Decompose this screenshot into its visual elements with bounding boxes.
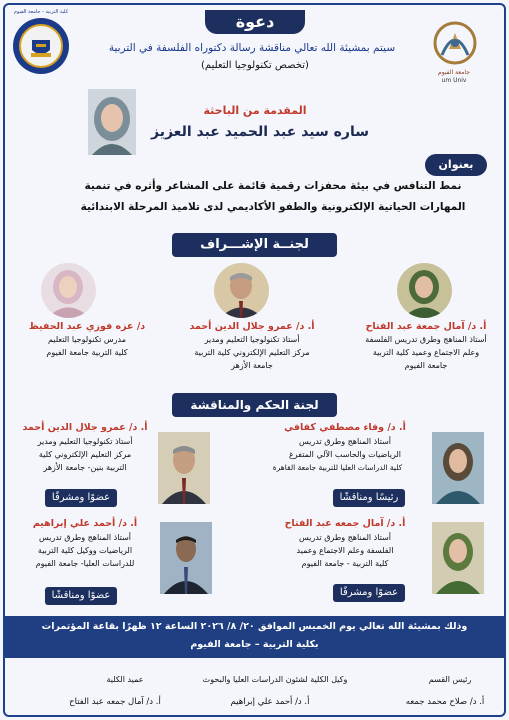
examiner3-desc1: أستاذ المناهج وطرق تدريس <box>298 533 392 542</box>
title-banner: بعنوان <box>425 154 487 176</box>
examiner3-name: أ. د/ آمال جمعه عبد الفتاح <box>284 518 406 529</box>
supervision-heading: لجنــة الإشـــراف <box>172 233 337 257</box>
faculty-logo <box>12 17 70 75</box>
examiner2-name: أ. د/ عمرو جلال الدين أحمد <box>22 422 148 433</box>
examiner1-desc3: كلية الدراسات العليا للتربية جامعة القاهرة <box>272 463 403 472</box>
examiner2-desc3: التربية بنين- جامعة الأزهر <box>43 463 127 472</box>
examiner2-desc2: مركز التعليم الإلكتروني كلية <box>38 450 132 459</box>
supervisor3-photo <box>41 263 96 318</box>
footer-place-line: بكلية التربية – جامعة الفيوم <box>190 639 319 650</box>
researcher-name: ساره سيد عبد الحميد عبد العزيز <box>151 124 369 140</box>
signature1-name: أ. د/ صلاح محمد جمعه <box>405 697 485 707</box>
thesis-title-line1: نمط التنافس في بيئة محفزات رقمية قائمة على المشاعر وأثره في تنمية <box>84 180 462 192</box>
examiner2-role: عضوًا ومشرفًا <box>45 489 117 507</box>
supervisor1-desc2: وعلم الاجتماع وعميد كلية التربية <box>372 348 480 357</box>
examiner3-photo <box>432 522 484 594</box>
examiner1-role: رئيسًا ومناقشًا <box>333 489 405 507</box>
examiner4-desc3: للدراسات العليا- جامعة الفيوم <box>35 559 135 568</box>
signature1-title: رئيس القسم <box>428 675 472 684</box>
supervisor2-photo <box>214 263 269 318</box>
supervisor1-photo <box>397 263 452 318</box>
examiner1-name: أ. د/ وفاء مصطفي كفافي <box>284 422 406 433</box>
researcher-label: المقدمة من الباحثة <box>203 104 307 117</box>
right-logo-caption: جامعة الفيوم <box>438 69 470 76</box>
university-logo <box>425 17 485 77</box>
examiner3-role: عضوًا ومشرفًا <box>333 584 405 602</box>
signature3-name: أ. د/ آمال جمعه عبد الفتاح <box>69 697 161 707</box>
examiner4-role: عضوًا ومناقشًا <box>45 587 117 605</box>
supervisor2-name: أ. د/ عمرو جلال الدين أحمد <box>189 321 315 332</box>
supervisor1-desc3: جامعة الفيوم <box>404 361 448 370</box>
supervisor3-name: د/ عزه فوزي عبد الحفيظ <box>28 321 146 332</box>
supervisor2-desc3: جامعة الأزهر <box>231 361 273 370</box>
invitation-banner: دعوة <box>205 10 305 34</box>
supervisor1-desc1: أستاذ المناهج وطرق تدريس الفلسفة <box>365 335 487 344</box>
examination-heading: لجنة الحكم والمناقشة <box>172 393 337 417</box>
examiner2-photo <box>158 432 210 504</box>
examiner3-desc2: الفلسفة وعلم الاجتماع وعميد <box>296 546 394 555</box>
footer-date-line: وذلك بمشيئة الله تعالي يوم الخميس الموافق ٢٠/ ٨/ ٢٠٢٦ الساعة ١٢ ظهرًا بقاعة المؤتمرات <box>41 621 468 632</box>
announcement-line: سيتم بمشيئة الله تعالي مناقشة رسالة دكتوراه الفلسفة في التربية <box>108 42 396 54</box>
examiner2-desc1: أستاذ تكنولوجيا التعليم ومدير <box>37 437 133 446</box>
examiner1-desc2: الرياضيات والحاسب الآلي المتفرغ <box>288 450 402 459</box>
examiner1-desc1: أستاذ المناهج وطرق تدريس <box>298 437 392 446</box>
examiner4-desc1: أستاذ المناهج وطرق تدريس <box>38 533 132 542</box>
supervisor1-name: أ. د/ آمال جمعة عبد الفتاح <box>365 321 487 332</box>
examiner3-desc3: كلية التربية - جامعة الفيوم <box>301 559 389 568</box>
left-logo-caption: كلية التربية - جامعة الفيوم <box>13 9 69 15</box>
signature3-title: عميد الكلية <box>106 675 144 684</box>
supervisor3-desc2: كلية التربية جامعة الفيوم <box>46 348 128 357</box>
researcher-photo <box>88 89 136 155</box>
examiner4-photo <box>160 522 212 594</box>
examiner1-photo <box>432 432 484 504</box>
thesis-title-line2: المهارات الحياتية الإلكترونية والطفو الأكاديمي لدى تلاميذ المرحلة الابتدائية <box>80 201 466 213</box>
supervisor2-desc2: مركز التعليم الإلكتروني كلية التربية <box>194 348 310 357</box>
right-logo-subcaption: um Univ <box>441 77 467 84</box>
signature2-name: أ. د/ أحمد علي إبراهيم <box>230 697 310 707</box>
supervisor3-desc1: مدرس تكنولوجيا التعليم <box>47 335 127 344</box>
signature2-title: وكيل الكلية لشئون الدراسات العليا والبحوث <box>202 675 348 684</box>
supervisor2-desc1: أستاذ تكنولوجيا التعليم ومدير <box>204 335 300 344</box>
examiner4-name: أ. د/ أحمد علي إبراهيم <box>32 518 138 529</box>
examiner4-desc2: الرياضيات ووكيل كلية التربية <box>37 546 133 555</box>
specialization-line: (تخصص تكنولوجيا التعليم) <box>201 60 309 71</box>
